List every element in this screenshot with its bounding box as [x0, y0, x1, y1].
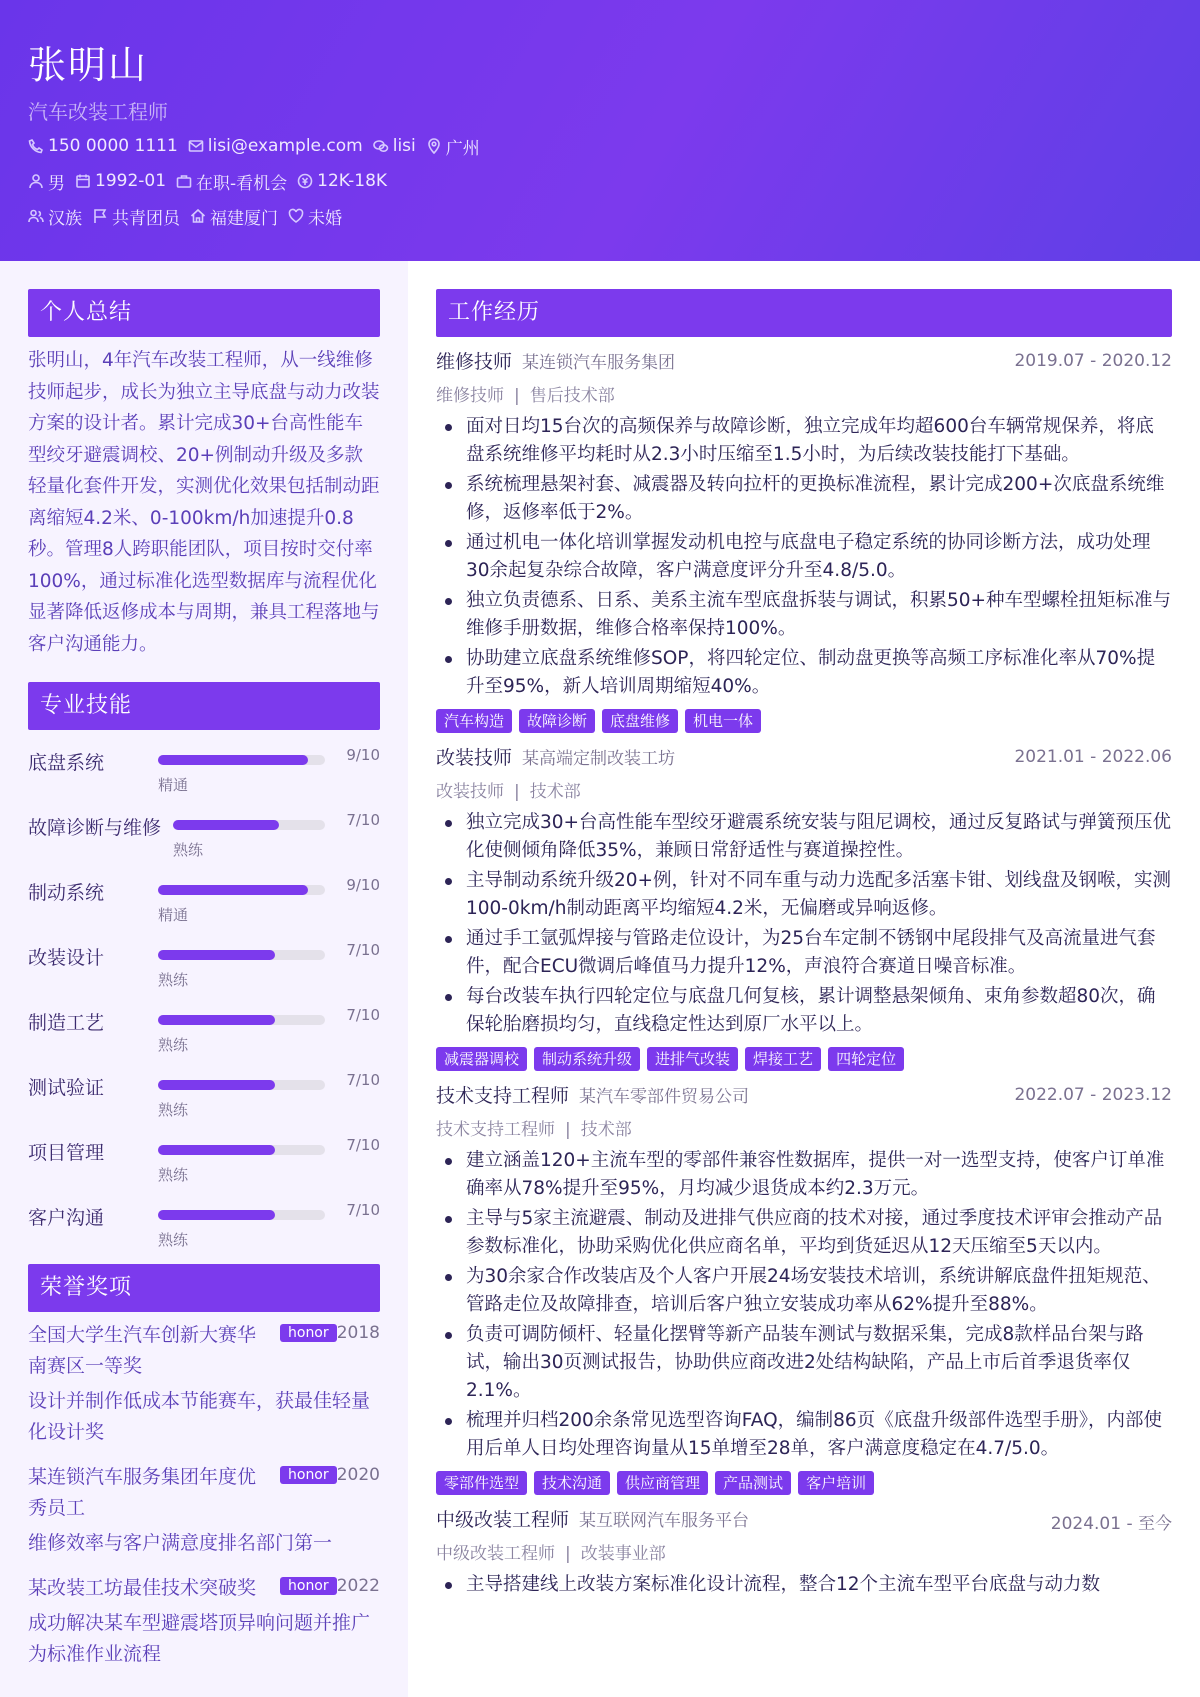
job-tags [436, 709, 1172, 733]
honor-year: 2020 [336, 1465, 380, 1485]
ethnicity-item: 汉族 [28, 204, 82, 229]
job-position: 改装技师 [436, 782, 504, 802]
job-position: 维修技师 [436, 386, 504, 406]
job-company: 某高端定制改装工坊 [522, 749, 676, 769]
skill-tag: 焊接工艺 [745, 1047, 821, 1071]
skill-score: 7/10 [346, 1201, 380, 1219]
skill-level: 熟练 [173, 841, 204, 859]
skill-tag: 机电一体 [685, 709, 761, 733]
money-icon [297, 173, 313, 189]
user-icon [28, 173, 44, 189]
honor-year: 2022 [336, 1576, 380, 1596]
skill-bar [158, 885, 325, 895]
mail-icon [188, 138, 204, 154]
skills-heading: 专业技能 [28, 682, 380, 730]
personal-row [28, 168, 1200, 194]
briefcase-icon [176, 173, 192, 189]
wechat-item: lisi [373, 136, 416, 156]
skill-bar [158, 1015, 325, 1025]
location-item: 广州 [426, 134, 480, 159]
job-subtitle [436, 1539, 1172, 1571]
skill-name: 制动系统 [28, 882, 105, 904]
right-column [408, 261, 1200, 1697]
job-date: 2021.01 - 2022.06 [1014, 747, 1172, 767]
job-bullet: 主导与5家主流避震、制动及进排气供应商的技术对接，通过季度技术评审会推动产品参数标准化，协助采购优化供应商名单，平均到货延迟从12天压缩至5天以内。 [436, 1205, 1172, 1261]
skill-score: 7/10 [346, 1136, 380, 1154]
honor-title: 某改装工坊最佳技术突破奖 [28, 1577, 257, 1599]
skill-level: 熟练 [158, 1101, 189, 1119]
skill-score: 7/10 [346, 941, 380, 959]
job-role: 技术支持工程师 [436, 1085, 570, 1107]
job-bullet: 主导搭建线上改装方案标准化设计流程，整合12个主流车型平台底盘与动力数 [436, 1571, 1172, 1599]
skill-tag: 零部件选型 [436, 1471, 527, 1495]
honor-item [28, 1320, 380, 1448]
job-bullets [436, 1571, 1172, 1599]
skill-name: 故障诊断与维修 [28, 817, 162, 839]
skill-level: 精通 [158, 776, 189, 794]
job-role: 改装技师 [436, 747, 513, 769]
resume-header [0, 0, 1200, 261]
extra-row [28, 203, 1200, 229]
political-item: 共青团员 [92, 204, 180, 229]
heart-icon [288, 208, 304, 224]
job-date: 2024.01 - 至今 [1050, 1514, 1172, 1534]
honor-description: 成功解决某车型避震塔顶异响问题并推广为标准作业流程 [28, 1612, 371, 1665]
job-entry [436, 743, 1172, 1071]
skill-tag: 技术沟通 [534, 1471, 610, 1495]
job-date: 2019.07 - 2020.12 [1014, 351, 1172, 371]
job-bullet: 为30余家合作改装店及个人客户开展24场安装技术培训，系统讲解底盘件扭矩规范、管路走位及故障排查，培训后客户独立安装成功率从62%提升至88%。 [436, 1263, 1172, 1319]
wechat-icon [373, 138, 389, 154]
job-bullet: 主导制动系统升级20+例，针对不同车重与动力选配多活塞卡钳、划线盘及钢喉，实测100-0km/h制动距离平均缩短4.2米，无偏磨或异响返修。 [436, 867, 1172, 923]
skill-tag: 减震器调校 [436, 1047, 527, 1071]
skill-bar-fill [158, 1145, 275, 1155]
job-department: 技术部 [529, 782, 581, 802]
job-tags [436, 1471, 1172, 1495]
skill-score: 7/10 [346, 1006, 380, 1024]
skill-row [28, 868, 380, 933]
job-entry [436, 1081, 1172, 1495]
honor-description: 设计并制作低成本节能赛车，获最佳轻量化设计奖 [28, 1390, 371, 1443]
job-bullet: 协助建立底盘系统维修SOP，将四轮定位、制动盘更换等高频工序标准化率从70%提升至95%，新人培训周期缩短40%。 [436, 645, 1172, 701]
skill-row [28, 1063, 380, 1128]
candidate-title: 汽车改装工程师 [28, 100, 168, 124]
skill-row [28, 738, 380, 803]
job-entry [436, 1505, 1172, 1599]
job-bullet: 面对日均15台次的高频保养与故障诊断，独立完成年均超600台车辆常规保养，将底盘系统维修平均耗时从2.3小时压缩至1.5小时，为后续改装技能打下基础。 [436, 413, 1172, 469]
honor-title: 全国大学生汽车创新大赛华南赛区一等奖 [28, 1324, 257, 1377]
skill-row [28, 1193, 380, 1258]
honor-item [28, 1462, 380, 1559]
job-company: 某汽车零部件贸易公司 [579, 1087, 750, 1107]
calendar-icon [75, 173, 91, 189]
job-header [436, 1081, 1172, 1115]
skill-bar-fill [158, 1080, 275, 1090]
skill-bar [158, 1210, 325, 1220]
skill-level: 熟练 [158, 1231, 189, 1249]
job-bullet: 独立负责德系、日系、美系主流车型底盘拆装与调试，积累50+种车型螺栓扭矩标准与维修手册数据，维修合格率保持100%。 [436, 587, 1172, 643]
skill-level: 熟练 [158, 1036, 189, 1054]
job-separator: | [565, 1544, 571, 1564]
job-bullet: 通过手工氩弧焊接与管路走位设计，为25台车定制不锈钢中尾段排气及高流量进气套件，配合ECU微调后峰值马力提升12%，声浪符合赛道日噪音标准。 [436, 925, 1172, 981]
job-bullet: 独立完成30+台高性能车型绞牙避震系统安装与阻尼调校，通过反复路试与弹簧预压优化使侧倾角降低35%，兼顾日常舒适性与赛道操控性。 [436, 809, 1172, 865]
people-icon [28, 208, 44, 224]
skill-row [28, 1128, 380, 1193]
honor-badge: honor [280, 1577, 337, 1595]
marital-item: 未婚 [288, 204, 342, 229]
skill-bar [158, 1080, 325, 1090]
job-bullet: 建立涵盖120+主流车型的零部件兼容性数据库，提供一对一选型支持，使客户订单准确率从78%提升至95%，月均减少退货成本约2.3万元。 [436, 1147, 1172, 1203]
skill-tag: 故障诊断 [519, 709, 595, 733]
skill-score: 7/10 [346, 1071, 380, 1089]
job-subtitle [436, 1115, 1172, 1147]
skill-bar-fill [158, 1210, 275, 1220]
skill-tag: 制动系统升级 [534, 1047, 640, 1071]
job-bullet: 通过机电一体化培训掌握发动机电控与底盘电子稳定系统的协同诊断方法，成功处理30余起复杂综合故障，客户满意度评分升至4.8/5.0。 [436, 529, 1172, 585]
hometown-item: 福建厦门 [190, 204, 278, 229]
skill-row [28, 998, 380, 1063]
salary-item: 12K-18K [297, 171, 387, 191]
skill-row [28, 933, 380, 998]
job-position: 技术支持工程师 [436, 1120, 555, 1140]
job-company: 某互联网汽车服务平台 [579, 1511, 750, 1531]
summary-text: 张明山，4年汽车改装工程师，从一线维修技师起步，成长为独立主导底盘与动力改装方案的设计者。累计完成30+台高性能车型绞牙避震调校、20+例制动升级及多款轻量化套件开发，实测优化效果包括制动距离缩短4.2米、0-100km/h加速提升0.8秒。管理8人跨职能团队，项目按时交付率100%，通过标准化选型数据库与流程优化显著降低返修成本与周期，兼具工程落地与客户沟通能力。 [28, 350, 380, 655]
job-header [436, 1505, 1172, 1539]
skill-bar [158, 950, 325, 960]
skill-tag: 汽车构造 [436, 709, 512, 733]
skill-bar-fill [158, 755, 308, 765]
skill-name: 改装设计 [28, 947, 105, 969]
skill-level: 熟练 [158, 971, 189, 989]
job-date: 2022.07 - 2023.12 [1014, 1085, 1172, 1105]
job-department: 技术部 [580, 1120, 632, 1140]
job-tags [436, 1047, 1172, 1071]
job-subtitle [436, 777, 1172, 809]
skill-score: 9/10 [346, 876, 380, 894]
work-heading: 工作经历 [436, 289, 1172, 337]
left-column [0, 261, 408, 1697]
job-department: 售后技术部 [529, 386, 615, 406]
job-company: 某连锁汽车服务集团 [522, 353, 676, 373]
job-header [436, 743, 1172, 777]
skill-tag: 底盘维修 [602, 709, 678, 733]
contact-row [28, 133, 1200, 159]
skill-name: 项目管理 [28, 1142, 105, 1164]
phone-item: 150 0000 1111 [28, 136, 178, 156]
birth-item: 1992-01 [75, 171, 166, 191]
job-bullets [436, 809, 1172, 1039]
skill-tag: 四轮定位 [828, 1047, 904, 1071]
job-subtitle [436, 381, 1172, 413]
home-icon [190, 208, 206, 224]
job-role: 中级改装工程师 [436, 1509, 570, 1531]
location-icon [426, 138, 442, 154]
gender-item: 男 [28, 169, 65, 194]
job-bullet: 负责可调防倾杆、轻量化摆臂等新产品装车测试与数据采集，完成8款样品台架与路试，输出30页测试报告，协助供应商改进2处结构缺陷，产品上市后首季退货率仅2.1%。 [436, 1321, 1172, 1405]
skill-tag: 进排气改装 [647, 1047, 738, 1071]
status-item: 在职-看机会 [176, 169, 287, 194]
honors-heading: 荣誉奖项 [28, 1264, 380, 1312]
skill-name: 测试验证 [28, 1077, 105, 1099]
skill-level: 精通 [158, 906, 189, 924]
skill-score: 9/10 [346, 746, 380, 764]
honors-list [28, 1320, 380, 1670]
job-separator: | [565, 1120, 571, 1140]
job-entry [436, 347, 1172, 733]
job-bullet: 梳理并归档200余条常见选型咨询FAQ，编制86页《底盘升级部件选型手册》，内部使用后单人日均处理咨询量从15单增至28单，客户满意度稳定在4.7/5.0。 [436, 1407, 1172, 1463]
job-bullet: 系统梳理悬架衬套、减震器及转向拉杆的更换标准流程，累计完成200+次底盘系统维修，返修率低于2%。 [436, 471, 1172, 527]
skill-bar [158, 1145, 325, 1155]
skill-row [28, 803, 380, 868]
skills-list [28, 738, 380, 1258]
skill-name: 底盘系统 [28, 752, 105, 774]
skill-bar-fill [158, 1015, 275, 1025]
honor-year: 2018 [336, 1323, 380, 1343]
email-item: lisi@example.com [188, 136, 363, 156]
skill-tag: 客户培训 [798, 1471, 874, 1495]
job-department: 改装事业部 [580, 1544, 666, 1564]
honor-badge: honor [280, 1466, 337, 1484]
job-separator: | [514, 386, 520, 406]
flag-icon [92, 208, 108, 224]
job-position: 中级改装工程师 [436, 1544, 555, 1564]
job-separator: | [514, 782, 520, 802]
honor-badge: honor [280, 1324, 337, 1342]
skill-level: 熟练 [158, 1166, 189, 1184]
job-header [436, 347, 1172, 381]
job-role: 维修技师 [436, 351, 513, 373]
skill-bar-fill [173, 820, 279, 830]
phone-icon [28, 138, 44, 154]
skill-bar [173, 820, 325, 830]
job-bullet: 每台改装车执行四轮定位与底盘几何复核，累计调整悬架倾角、束角参数超80次，确保轮胎磨损均匀，直线稳定性达到原厂水平以上。 [436, 983, 1172, 1039]
skill-bar-fill [158, 950, 275, 960]
jobs-list [436, 347, 1172, 1599]
job-bullets [436, 413, 1172, 701]
skill-tag: 产品测试 [715, 1471, 791, 1495]
summary-heading: 个人总结 [28, 289, 380, 337]
honor-description: 维修效率与客户满意度排名部门第一 [28, 1532, 333, 1554]
candidate-name: 张明山 [28, 43, 149, 87]
honor-item [28, 1573, 380, 1670]
skill-name: 客户沟通 [28, 1207, 105, 1229]
skill-score: 7/10 [346, 811, 380, 829]
skill-name: 制造工艺 [28, 1012, 105, 1034]
job-bullets [436, 1147, 1172, 1463]
skill-bar [158, 755, 325, 765]
skill-bar-fill [158, 885, 308, 895]
skill-tag: 供应商管理 [617, 1471, 708, 1495]
honor-title: 某连锁汽车服务集团年度优秀员工 [28, 1466, 257, 1519]
